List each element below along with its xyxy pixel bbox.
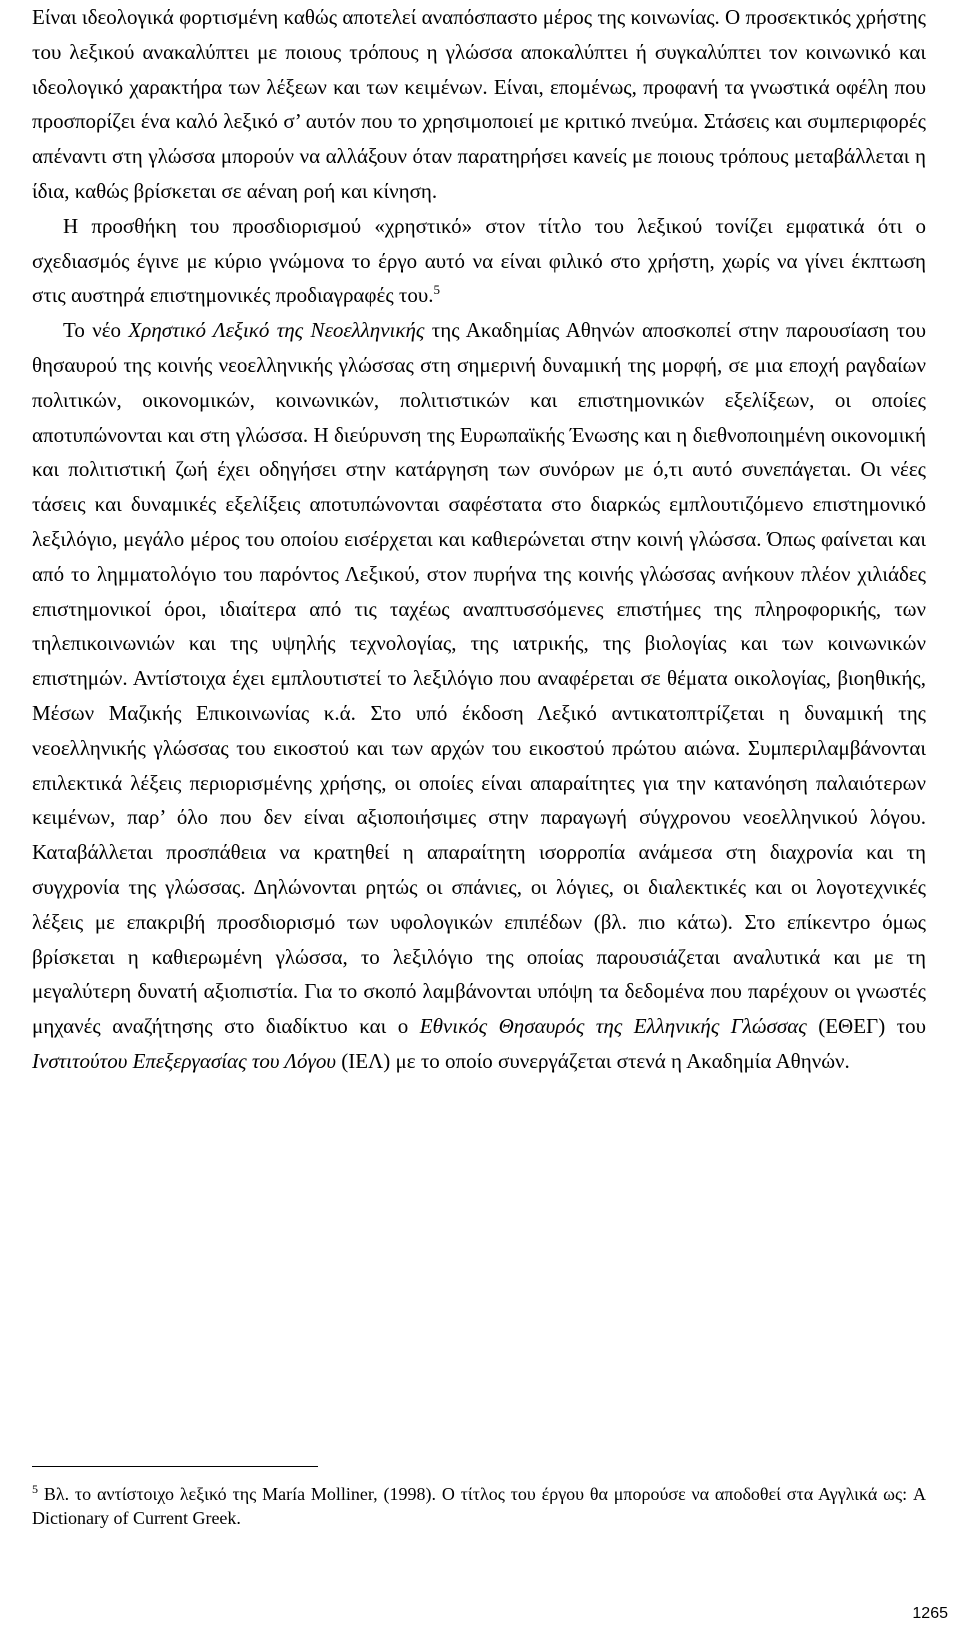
body-text — [32, 0, 926, 1079]
paragraph-1: Είναι ιδεολογικά φορτισμένη καθώς αποτελεί αναπόσπαστο μέρος της κοινωνίας. Ο προσεκτικός χρήστης του λεξικού ανακαλύπτει με ποιους τρόπους η γλώσσα αποκαλύπτει ή συγκαλύπτει τον κοινωνικό και ιδεολογικό χαρακτήρα των λέξεων και των κειμένων. Είναι, επομένως, προφανή τα γνωστικά οφέλη που προσπορίζει ένα καλό λεξικό σ’ αυτόν που το χρησιμοποιεί με κριτικό πνεύμα. Στάσεις και συμπεριφορές απέναντι στη γλώσσα μπορούν να αλλάξουν όταν παρατηρήσει κανείς με ποιους τρόπους μεταβάλλεται η ίδια, καθώς βρίσκεται σε αέναη ροή και κίνηση. — [32, 5, 926, 203]
footnote — [32, 1482, 926, 1530]
footnote-reference[interactable]: 5 — [433, 282, 441, 298]
paragraph-2-text: Η προσθήκη του προσδιορισμού «χρηστικό» στον τίτλο του λεξικού τονίζει εμφατικά ότι ο σχεδιασμός έγινε με κύριο γνώμονα το έργο αυτό να είναι φιλικό στο χρήστη, χωρίς να γίνει έκπτωση στις αυστηρά επιστημονικές προδιαγραφές του. — [32, 213, 926, 308]
footnote-number: 5 — [32, 1482, 38, 1496]
paragraph-3 — [32, 313, 926, 1079]
paragraph-2 — [32, 209, 926, 313]
footnote-separator — [32, 1466, 318, 1467]
paragraph-3-text-c: (ΕΘΕΓ) του — [806, 1014, 926, 1039]
paragraph-3-text-b: της Ακαδημίας Αθηνών αποσκοπεί στην παρουσίαση του θησαυρού της κοινής νεοελληνικής γλώσσας στη σημερινή δυναμική της μορφή, σε μια εποχή ραγδαίων πολιτικών, οικονομικών, κοινωνικών, πολιτιστικών και επιστημονικών εξελίξεων, οι οποίες αποτυπώνονται και στη γλώσσα. Η διεύρυνση της Ευρωπαϊκής Ένωσης και η διεθνοποιημένη οικονομική και πολιτιστική ζωή έχει οδηγήσει στην κατάργηση των συνόρων με ό,τι αυτό συνεπάγεται. Οι νέες τάσεις και δυναμικές εξελίξεις αποτυπώνονται σαφέστατα στο διαρκώς εμπλουτιζόμενο επιστημονικό λεξιλόγιο, μεγάλο μέρος του οποίου εισέρχεται και καθιερώνεται στην κοινή γλώσσα. Όπως φαίνεται και από το λημματολόγιο του παρόντος Λεξικού, στον πυρήνα της κοινής γλώσσας ανήκουν πλέον χιλιάδες επιστημονικοί όροι, ιδιαίτερα από τις ταχέως αναπτυσσόμενες επιστήμες της πληροφορικής, των τηλεπικοινωνιών και της υψηλής τεχνολογίας, της ιατρικής, της βιολογίας και των κοινωνικών επιστημών. Αντίστοιχα έχει εμπλουτιστεί το λεξιλόγιο που αναφέρεται σε θέματα οικολογίας, βιοηθικής, Μέσων Μαζικής Επικοινωνίας κ.ά. Στο υπό έκδοση Λεξικό αντικατοπτρίζεται η δυναμική της νεοελληνικής γλώσσας του εικοστού και των αρχών του εικοστού πρώτου αιώνα. Συμπεριλαμβάνονται επιλεκτικά λέξεις περιορισμένης χρήσης, οι οποίες είναι απαραίτητες για την κατανόηση παλαιότερων κειμένων, παρ’ όλο που δεν είναι αξιοποιήσιμες στην παραγωγή σύγχρονου νεοελληνικού λόγου. Καταβάλλεται προσπάθεια να κρατηθεί η απαραίτητη ισορροπία ανάμεσα στη διαχρονία και τη συγχρονία της γλώσσας. Δηλώνονται ρητώς οι σπάνιες, οι λόγιες, οι διαλεκτικές και οι λογοτεχνικές λέξεις με επακριβή προσδιορισμό των υφολογικών επιπέδων (βλ. πιο κάτω). Στο επίκεντρο όμως βρίσκεται η καθιερωμένη γλώσσα, το λεξιλόγιο της οποίας παρουσιάζεται αναλυτικά και με τη μεγαλύτερη δυνατή αξιοπιστία. Για το σκοπό λαμβάνονται υπόψη τα δεδομένα που παρέχουν οι γνωστές μηχανές αναζήτησης στο διαδίκτυο και ο — [32, 318, 926, 1039]
paragraph-3-text-d: (ΙΕΛ) με το οποίο συνεργάζεται στενά η Ακαδημία Αθηνών. — [335, 1048, 850, 1073]
dictionary-title: Χρηστικό Λεξικό της Νεοελληνικής — [128, 318, 425, 343]
institute-name: Ινστιτούτου Επεξεργασίας του Λόγου — [32, 1048, 336, 1073]
page-number: 1265 — [912, 1605, 948, 1622]
paragraph-3-text-a: Το νέο — [63, 318, 129, 343]
thesaurus-title: Εθνικός Θησαυρός της Ελληνικής Γλώσσας — [419, 1014, 807, 1039]
document-page — [32, 0, 926, 1528]
footnote-text: Βλ. το αντίστοιχο λεξικό της María Molliner, (1998). Ο τίτλος του έργου θα μπορούσε να αποδοθεί στα Αγγλικά ως: A Dictionary of Current Greek. — [32, 1484, 926, 1528]
